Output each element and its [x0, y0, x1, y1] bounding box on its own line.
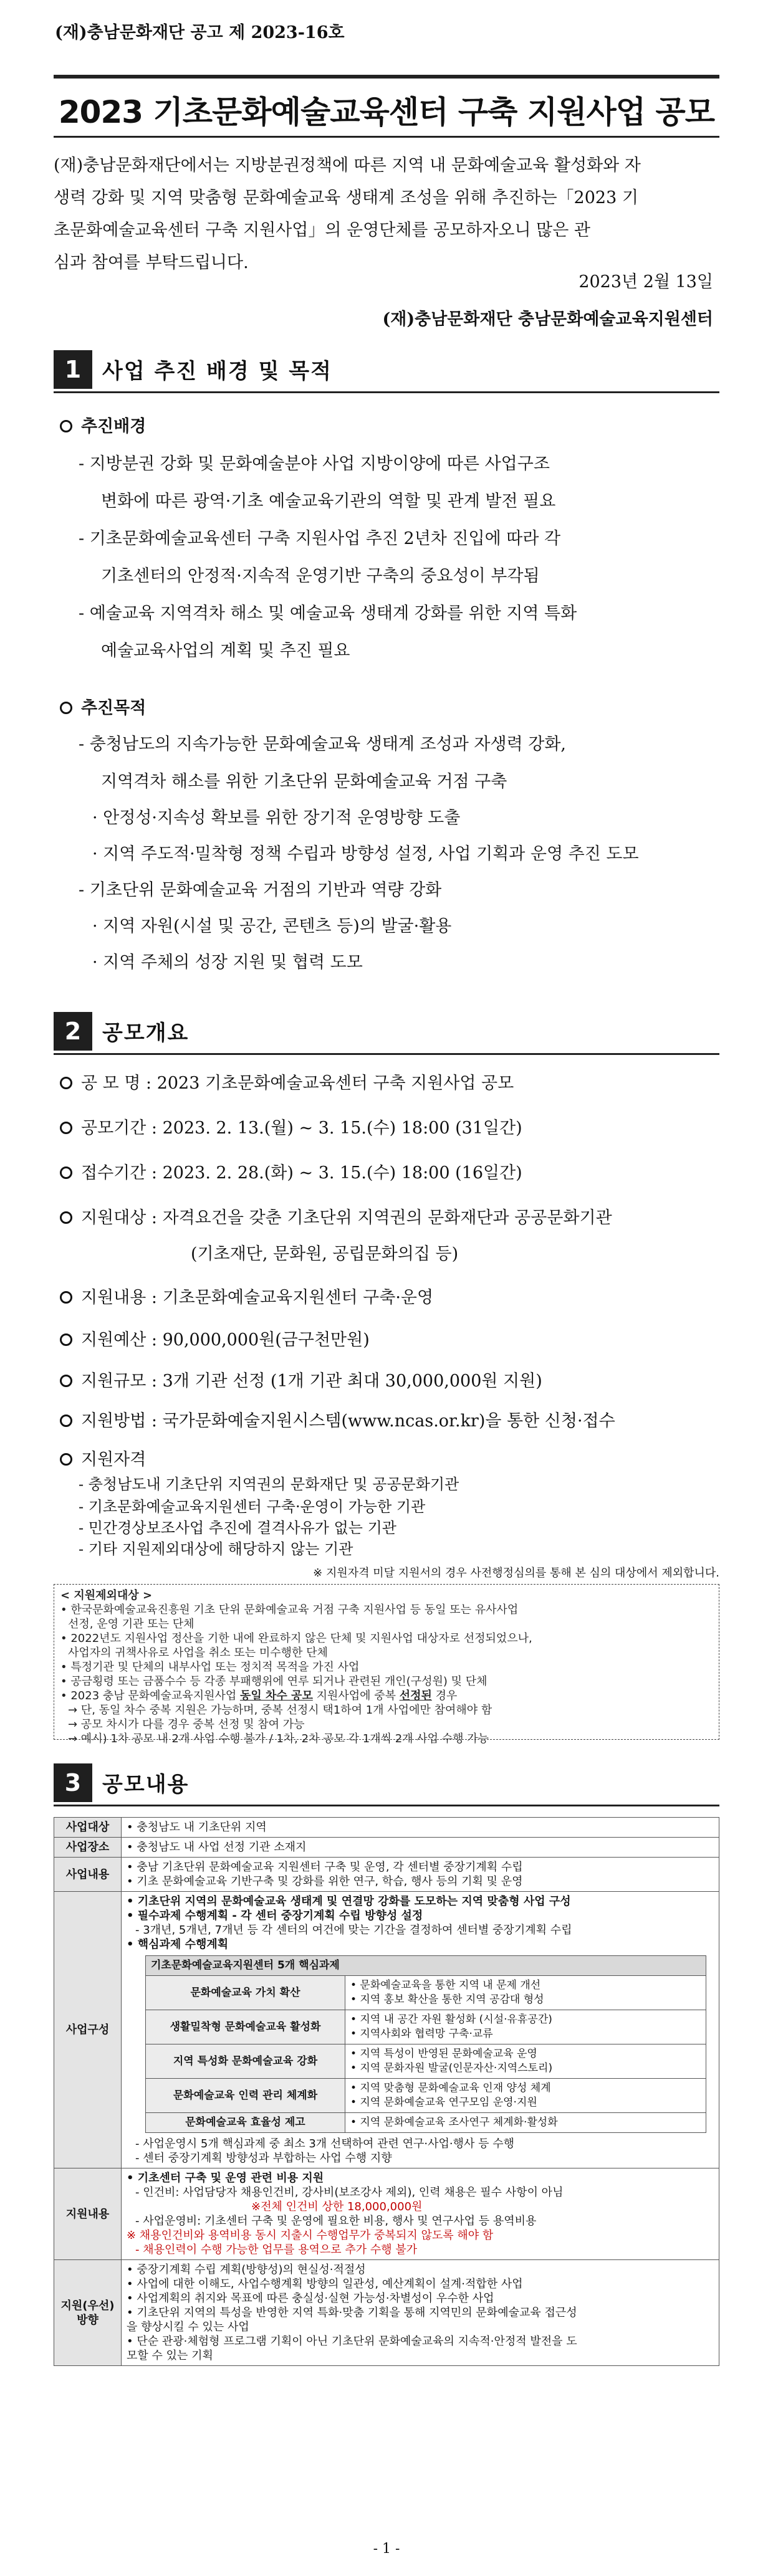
overview-row-period	[60, 1114, 522, 1138]
purpose-line: - 기초단위 문화예술교육 거점의 기반과 역량 강화	[79, 880, 442, 900]
circle-bullet-icon	[60, 1453, 72, 1466]
exclusion-arrow-line: → 예시) 1차 공모 내 2개 사업 수행 불가 / 1차, 2차 공모 각 1개씩 2개 사업 수행 가능	[68, 1732, 489, 1745]
content-line: - 채용인력이 수행 가능한 업무를 용역으로 추가 수행 불가	[135, 2243, 418, 2256]
table-row	[54, 2168, 719, 2260]
purpose-line: - 충청남도의 지속가능한 문화예술교육 생태계 조성과 자생력 강화,	[79, 735, 566, 754]
background-line: 변화에 따른 광역·기초 예술교육기관의 역할 및 관계 발전 필요	[101, 492, 556, 511]
page-title: 2023 기초문화예술교육센터 구축 지원사업 공모	[58, 94, 715, 130]
circle-bullet-icon	[60, 1414, 72, 1427]
core-task-item: • 지역 홍보 확산을 통한 지역 공감대 형성	[350, 1993, 544, 2006]
core-task-item: • 지역 문화자원 발굴(인문자산·지역스토리)	[350, 2062, 553, 2074]
content-line: • 핵심과제 수행계획	[127, 1938, 229, 1951]
notice-number: (재)충남문화재단 공고 제 2023-16호	[55, 23, 345, 42]
core-task-item: • 지역사회와 협력망 구축·교류	[350, 2028, 493, 2040]
exclusion-line: • 공금횡령 또는 금품수수 등 각종 부패행위에 연루 되거나 관련된 개인(구성원) 및 단체	[60, 1675, 487, 1688]
qualification-line: - 기타 지원제외대상에 해당하지 않는 기관	[79, 1540, 353, 1558]
overview-label: 공 모 명	[81, 1074, 141, 1093]
overview-row-title	[60, 1069, 514, 1094]
purpose-title: 추진목적	[81, 699, 146, 718]
table-cell	[122, 2260, 719, 2366]
organization-name: (재)충남문화재단 충남문화예술교육지원센터	[382, 310, 713, 329]
content-line: • 충남 기초단위 문화예술교육 지원센터 구축 및 운영, 각 센터별 중장기계획 수립	[127, 1861, 523, 1874]
core-task-name: 생활밀착형 문화예술교육 활성화	[146, 2010, 345, 2044]
core-task-items	[345, 2113, 706, 2133]
title-rule-top	[54, 75, 719, 79]
content-line: • 기초단위 지역의 특성을 반영한 지역 특화·맞춤 기획을 통해 지역민의 문화예술교육 접근성	[127, 2306, 577, 2319]
background-line: - 기초문화예술교육센터 구축 지원사업 추진 2년차 진입에 따라 각	[79, 529, 561, 548]
content-line: • 기초 문화예술교육 기반구축 및 강화를 위한 연구, 학습, 행사 등의 기획 및 운영	[127, 1875, 523, 1888]
core-task-name: 문화예술교육 인력 관리 체계화	[146, 2079, 345, 2113]
overview-value: : 3개 기관 선정 (1개 기관 최대 30,000,000원 지원)	[151, 1371, 542, 1391]
content-line: - 인건비: 사업담당자 채용인건비, 강사비(보조강사 제외), 인력 채용은 필수 사항이 아님	[135, 2186, 564, 2199]
background-line: 예술교육사업의 계획 및 추진 필요	[101, 641, 350, 661]
purpose-line: 지역격차 해소를 위한 기초단위 문화예술교육 거점 구축	[101, 772, 507, 791]
content-line: • 사업에 대한 이해도, 사업수행계획 방향의 일관성, 예산계획이 설계·적합한 사업	[127, 2278, 523, 2291]
table-cell: • 충청남도 내 사업 선정 기관 소재지	[122, 1838, 719, 1858]
table-row	[146, 1956, 706, 1976]
content-line: • 기초센터 구축 및 운영 관련 비용 지원	[127, 2172, 324, 2185]
table-label: 지원내용	[54, 2168, 122, 2260]
content-line: - 사업운영시 5개 핵심과제 중 최소 3개 선택하여 관련 연구·사업·행사 등 수행	[135, 2137, 515, 2150]
table-label: 사업장소	[54, 1838, 122, 1858]
core-task-items	[345, 2044, 706, 2079]
circle-bullet-icon	[60, 1166, 72, 1179]
table-row	[146, 2079, 706, 2113]
section-title: 공모내용	[102, 1772, 190, 1797]
overview-label: 지원대상	[81, 1208, 146, 1228]
content-line: 을 향상시킬 수 있는 사업	[127, 2321, 249, 2334]
circle-bullet-icon	[60, 1211, 72, 1224]
page-number: - 1 -	[373, 2541, 400, 2557]
table-row	[54, 1838, 719, 1858]
core-task-name: 지역 특성화 문화예술교육 강화	[146, 2044, 345, 2079]
exclusion-box	[54, 1584, 719, 1745]
section-number: 3	[54, 1763, 92, 1802]
table-cell: • 충청남도 내 기초단위 지역	[122, 1818, 719, 1838]
core-task-name: 문화예술교육 효율성 제고	[146, 2113, 345, 2133]
background-title: 추진배경	[81, 417, 146, 436]
core-tasks-header: 기초문화예술교육지원센터 5개 핵심과제	[146, 1956, 706, 1976]
purpose-line: · 안정성·지속성 확보를 위한 장기적 운영방향 도출	[92, 808, 461, 828]
table-row	[146, 2010, 706, 2044]
dup-emphasis: 동일 차수 공모	[239, 1689, 313, 1702]
table-row	[146, 1976, 706, 2010]
exclusion-arrow-line: → 공모 차시가 다를 경우 중복 선정 및 참여 가능	[68, 1718, 305, 1731]
core-task-items	[345, 2079, 706, 2113]
overview-row-target-cont: (기초재단, 문화원, 공립문화의집 등)	[191, 1244, 459, 1264]
core-task-name: 문화예술교육 가치 확산	[146, 1976, 345, 2010]
content-table	[54, 1817, 719, 2366]
content-line: 모할 수 있는 기획	[127, 2349, 213, 2362]
exclusion-line: 선정, 운영 기관 또는 단체	[68, 1618, 194, 1631]
content-line: ※전체 인건비 상한 18,000,000원	[251, 2200, 423, 2213]
table-cell	[122, 2168, 719, 2260]
core-task-items	[345, 1976, 706, 2010]
overview-row-qualification	[60, 1446, 146, 1470]
section-3-header	[54, 1763, 719, 1807]
overview-label: 접수기간	[81, 1163, 146, 1183]
purpose-heading	[60, 694, 146, 718]
intro-line: (재)충남문화재단에서는 지방분권정책에 따른 지역 내 문화예술교육 활성화와 자	[54, 156, 641, 175]
qualification-line: - 충청남도내 기초단위 지역권의 문화재단 및 공공문화기관	[79, 1476, 459, 1493]
core-task-item: • 지역 내 공간 자원 활성화 (시설·유휴공간)	[350, 2013, 552, 2026]
content-line: ※ 채용인건비와 용역비용 동시 지출시 수행업무가 중복되지 않도록 해야 함	[127, 2229, 494, 2242]
purpose-line: · 지역 주도적·밀착형 정책 수립과 방향성 설정, 사업 기획과 운영 추진 도모	[92, 844, 639, 864]
table-label: 사업구성	[54, 1892, 122, 2168]
title-rule-bottom	[54, 136, 719, 138]
circle-bullet-icon	[60, 1077, 72, 1089]
circle-bullet-icon	[60, 702, 72, 714]
qualification-line: - 민간경상보조사업 추진에 결격사유가 없는 기관	[79, 1519, 396, 1537]
section-rule	[54, 1805, 719, 1806]
qualification-line: - 기초문화예술교육지원센터 구축·운영이 가능한 기관	[79, 1498, 426, 1515]
content-line: • 필수과제 수행계획 - 각 센터 중장기계획 수립 방향성 설정	[127, 1909, 423, 1922]
table-row	[54, 1858, 719, 1892]
purpose-line: · 지역 주체의 성장 지원 및 협력 도모	[92, 953, 363, 972]
exclusion-arrow-line: → 단, 동일 차수 중복 지원은 가능하며, 중복 선정시 택1하여 1개 사업에만 참여해야 함	[68, 1704, 492, 1717]
circle-bullet-icon	[60, 1122, 72, 1134]
purpose-line: · 지역 자원(시설 및 공간, 콘텐츠 등)의 발굴·활용	[92, 917, 452, 936]
table-label: 지원(우선) 방향	[54, 2260, 122, 2366]
content-line: - 사업운영비: 기초센터 구축 및 운영에 필요한 비용, 행사 및 연구사업 등 용역비용	[135, 2215, 537, 2228]
background-line: 기초센터의 안정적·지속적 운영기반 구축의 중요성이 부각됨	[101, 566, 540, 586]
exclusion-line: • 특정기관 및 단체의 내부사업 또는 정치적 목적을 가진 사업	[60, 1661, 360, 1674]
background-line: - 예술교육 지역격차 해소 및 예술교육 생태계 강화를 위한 지역 특화	[79, 604, 577, 623]
overview-value: : 2023. 2. 28.(화) ~ 3. 15.(수) 18:00 (16일간)	[151, 1163, 522, 1183]
core-tasks-table	[145, 1955, 706, 2133]
table-row	[54, 2260, 719, 2366]
core-task-item: • 지역 특성이 반영된 문화예술교육 운영	[350, 2048, 537, 2060]
intro-line: 심과 참여를 부탁드립니다.	[54, 253, 249, 272]
section-rule	[54, 391, 719, 393]
exclusion-title: < 지원제외대상 >	[60, 1589, 153, 1602]
intro-line: 초문화예술교육센터 구축 지원사업」의 운영단체를 공모하자오니 많은 관	[54, 221, 590, 240]
overview-label: 공모기간	[81, 1119, 146, 1138]
overview-label: 지원내용	[81, 1288, 146, 1307]
section-title: 공모개요	[102, 1021, 190, 1046]
exclusion-duplicate-line	[60, 1689, 713, 1703]
announcement-date: 2023년 2월 13일	[579, 272, 713, 292]
dup-emphasis: 선정된	[399, 1689, 432, 1702]
content-line: • 사업계획의 취지와 목표에 따른 충실성·실현 가능성·차별성이 우수한 사업	[127, 2292, 494, 2305]
overview-value: : 2023 기초문화예술교육센터 구축 지원사업 공모	[146, 1074, 514, 1093]
circle-bullet-icon	[60, 1333, 72, 1346]
table-row	[146, 2113, 706, 2133]
overview-row-reception	[60, 1159, 522, 1183]
overview-row-scale	[60, 1367, 542, 1391]
circle-bullet-icon	[60, 1375, 72, 1387]
content-line: • 기초단위 지역의 문화예술교육 생태계 및 연결망 강화를 도모하는 지역 맞춤형 사업 구성	[127, 1895, 571, 1908]
content-line: • 단순 관광·체험형 프로그램 기획이 아닌 기초단위 문화예술교육의 지속적·안정적 발전을 도	[127, 2335, 577, 2348]
overview-value: : 2023. 2. 13.(월) ~ 3. 15.(수) 18:00 (31일간)	[151, 1119, 522, 1138]
overview-row-method	[60, 1407, 615, 1431]
overview-value: : 90,000,000원(금구천만원)	[151, 1330, 370, 1350]
background-heading	[60, 413, 146, 437]
exclusion-line: • 2022년도 지원사업 정산을 기한 내에 완료하지 않은 단체 및 지원사업 대상자로 선정되었으나,	[60, 1632, 532, 1645]
overview-label: 지원방법	[81, 1411, 146, 1431]
section-2-header	[54, 1012, 719, 1056]
section-1-header	[54, 350, 719, 394]
core-task-item: • 지역 맞춤형 문화예술교육 인재 양성 체계	[350, 2082, 551, 2094]
section-number: 2	[54, 1012, 92, 1051]
content-line: - 센터 중장기계획 방향성과 부합하는 사업 수행 지향	[135, 2152, 392, 2165]
exclusion-line: 사업자의 귀책사유로 사업을 취소 또는 미수행한 단체	[68, 1646, 328, 1659]
overview-label: 지원예산	[81, 1330, 146, 1350]
section-rule	[54, 1053, 719, 1055]
overview-row-budget	[60, 1326, 370, 1350]
core-task-item: • 지역 문화예술교육 연구모임 운영·지원	[350, 2096, 537, 2109]
core-task-item: • 지역 문화예술교육 조사연구 체계화·활성화	[350, 2116, 558, 2129]
core-task-item: • 문화예술교육을 통한 지역 내 문제 개선	[350, 1979, 541, 1992]
dup-prefix: • 2023 충남 문화예술교육지원사업	[60, 1689, 240, 1702]
core-task-items	[345, 2010, 706, 2044]
table-label: 사업대상	[54, 1818, 122, 1838]
overview-row-target	[60, 1204, 612, 1228]
section-title: 사업 추진 배경 및 목적	[102, 359, 332, 384]
exclusion-line: • 한국문화예술교육진흥원 기초 단위 문화예술교육 거점 구축 지원사업 등 동일 또는 유사사업	[60, 1603, 519, 1616]
overview-value: : 국가문화예술지원시스템(www.ncas.or.kr)을 통한 신청·접수	[151, 1411, 615, 1431]
qualification-note: ※ 지원자격 미달 지원서의 경우 사전행정심의를 통해 본 심의 대상에서 제외합니다.	[313, 1567, 719, 1580]
table-row	[54, 1892, 719, 2168]
table-cell	[122, 1892, 719, 2168]
content-line: - 3개년, 5개년, 7개년 등 각 센터의 여건에 맞는 기간을 결정하여 센터별 중장기계획 수립	[135, 1924, 572, 1937]
content-line: • 중장기계획 수립 계획(방향성)의 현실성·적절성	[127, 2263, 366, 2276]
intro-paragraph	[54, 150, 719, 279]
table-row	[54, 1818, 719, 1838]
circle-bullet-icon	[60, 1291, 72, 1304]
overview-value: : 자격요건을 갖춘 기초단위 지역권의 문화재단과 공공문화기관	[151, 1208, 612, 1228]
table-cell	[122, 1858, 719, 1892]
intro-line: 생력 강화 및 지역 맞춤형 문화예술교육 생태계 조성을 위해 추진하는「2023 기	[54, 188, 638, 208]
dup-suffix: 지원사업에 중복	[312, 1689, 400, 1702]
background-line: - 지방분권 강화 및 문화예술분야 사업 지방이양에 따른 사업구조	[79, 454, 550, 474]
section-number: 1	[54, 350, 92, 389]
circle-bullet-icon	[60, 420, 72, 432]
dup-end: 경우	[431, 1689, 458, 1702]
overview-label: 지원규모	[81, 1371, 146, 1391]
table-row	[146, 2044, 706, 2079]
table-label: 사업내용	[54, 1858, 122, 1892]
overview-value: : 기초문화예술교육지원센터 구축·운영	[151, 1288, 434, 1307]
overview-label: 지원자격	[81, 1450, 146, 1469]
overview-row-content	[60, 1284, 433, 1308]
